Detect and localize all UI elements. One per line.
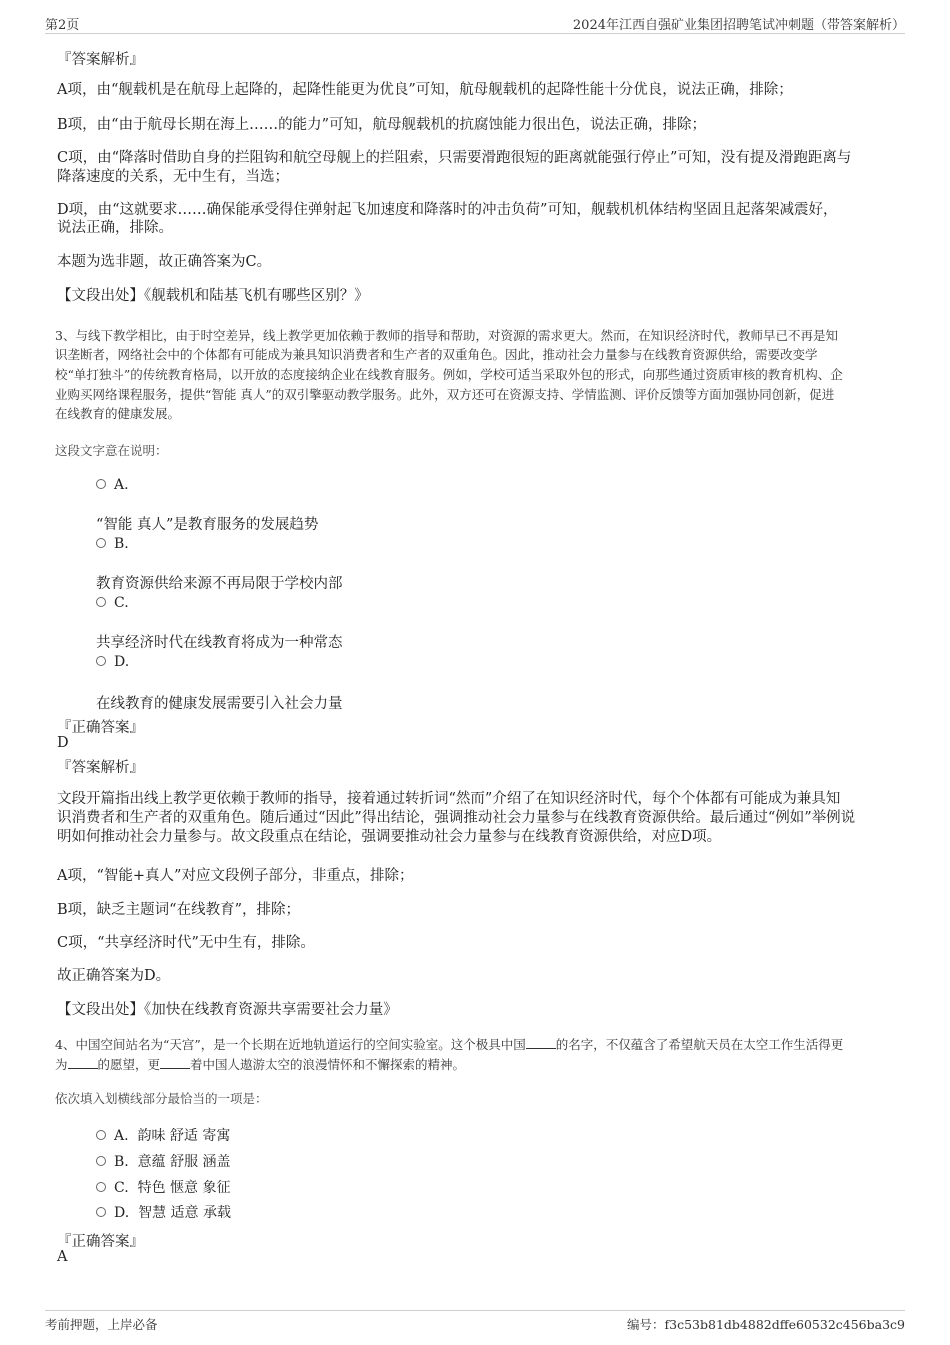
q3-analysis-c: C项，“共享经济时代”无中生有，排除。: [57, 935, 315, 951]
q2-analysis-b: B项，由“由于航母长期在海上……的能力”可知，航母舰载机的抗腐蚀能力很出色，说法正确，排除；: [57, 117, 706, 133]
q3-analysis-line1: 文段开篇指出线上教学更依赖于教师的指导，接着通过转折词“然而”介绍了在知识经济时代，每个个体都有可能成为兼具知: [57, 791, 841, 807]
q4-text-line1: 4、中国空间站名为“天宫”，是一个长期在近地轨道运行的空间实验室。这个极具中国 的名字，不仅蕴含了希望航天员在太空工作生活得更: [55, 1037, 844, 1052]
q3-option-a[interactable]: A.: [96, 477, 129, 493]
q4-option-d[interactable]: D. 智慧 适意 承载: [96, 1202, 231, 1222]
q2-analysis-c-line2: 降落速度的关系，无中生有，当选；: [57, 169, 289, 185]
q2-analysis-d-line2: 说法正确，排除。: [57, 220, 173, 236]
q4-stem: 依次填入划横线部分最恰当的一项是：: [55, 1091, 268, 1106]
q4-option-c[interactable]: C. 特色 惬意 象征: [96, 1177, 230, 1197]
fill-blank: [160, 1056, 190, 1069]
q2-conclusion: 本题为选非题，故正确答案为C。: [57, 254, 272, 270]
footer-slogan: 考前押题，上岸必备: [45, 1317, 158, 1332]
q3-text-line5: 在线教育的健康发展。: [55, 406, 181, 421]
q3-stem: 这段文字意在说明：: [55, 443, 168, 458]
header-divider: [45, 33, 905, 34]
q2-analysis-label: 『答案解析』: [57, 52, 144, 68]
radio-icon[interactable]: [96, 1130, 106, 1140]
q3-analysis-line3: 明如何推动社会力量参与。故文段重点在结论，强调要推动社会力量参与在线教育资源供给，对应D项。: [57, 829, 722, 845]
q2-source: 【文段出处】《舰载机和陆基飞机有哪些区别？》: [57, 288, 369, 304]
page-number: 第2页: [45, 18, 80, 33]
q3-text-line1: 3、与线下教学相比，由于时空差异，线上教学更加依赖于教师的指导和帮助，对资源的需求更大。然而，在知识经济时代，教师早已不再是知: [55, 328, 838, 343]
q3-analysis-a: A项，“智能+真人”对应文段例子部分，非重点，排除；: [57, 868, 414, 884]
q3-text-line4: 业购买网络课程服务，提供“智能 真人”的双引擎驱动教学服务。此外，双方还可在资源支持、学情监测、评价反馈等方面加强协同创新，促进: [55, 387, 835, 402]
q4-answer: A: [57, 1249, 68, 1265]
q3-option-c-text: 共享经济时代在线教育将成为一种常态: [96, 635, 343, 651]
q4-option-a[interactable]: A. 韵味 舒适 寄寓: [96, 1125, 230, 1145]
radio-icon[interactable]: [96, 538, 106, 548]
footer-divider: [45, 1310, 905, 1311]
q3-option-c[interactable]: C.: [96, 595, 129, 611]
radio-icon[interactable]: [96, 1156, 106, 1166]
q3-option-d[interactable]: D.: [96, 654, 129, 670]
q3-text-line2: 识垄断者，网络社会中的个体都有可能成为兼具知识消费者和生产者的双重角色。因此，推动社会力量参与在线教育资源供给，需要改变学: [55, 347, 818, 362]
q3-analysis-label: 『答案解析』: [57, 760, 144, 776]
radio-icon[interactable]: [96, 597, 106, 607]
q4-text-line2: 为 的愿望，更 着中国人遨游太空的浪漫情怀和不懈探索的精神。: [55, 1057, 466, 1072]
q3-option-a-text: “智能 真人”是教育服务的发展趋势: [96, 517, 319, 533]
fill-blank: [526, 1036, 556, 1049]
radio-icon[interactable]: [96, 479, 106, 489]
fill-blank: [68, 1056, 98, 1069]
q3-text-line3: 校“单打独斗”的传统教育格局，以开放的态度接纳企业在线教育服务。例如，学校可适当采取外包的形式，向那些通过资质审核的教育机构、企: [55, 367, 843, 382]
q3-source: 【文段出处】《加快在线教育资源共享需要社会力量》: [57, 1002, 398, 1018]
q3-option-b-text: 教育资源供给来源不再局限于学校内部: [96, 576, 343, 592]
q3-analysis-line2: 识消费者和生产者的双重角色。随后通过“因此”得出结论，强调推动社会力量参与在线教育资源供给。最后通过“例如”举例说: [57, 810, 856, 826]
q3-option-d-text: 在线教育的健康发展需要引入社会力量: [96, 696, 343, 712]
document-id: 编号：f3c53b81db4882dffe60532c456ba3c9: [627, 1317, 905, 1332]
q2-analysis-a: A项，由“舰载机是在航母上起降的，起降性能更为优良”可知，航母舰载机的起降性能十分优良，说法正确，排除；: [57, 82, 793, 98]
q4-option-b[interactable]: B. 意蕴 舒服 涵盖: [96, 1151, 231, 1171]
q2-analysis-c-line1: C项，由“降落时借助自身的拦阻钩和航空母舰上的拦阻索，只需要滑跑很短的距离就能强行停止”可知，没有提及滑跑距离与: [57, 150, 852, 166]
q4-answer-label: 『正确答案』: [57, 1234, 144, 1250]
q3-answer-label: 『正确答案』: [57, 720, 144, 736]
q3-analysis-b: B项，缺乏主题词“在线教育”，排除；: [57, 902, 300, 918]
radio-icon[interactable]: [96, 656, 106, 666]
q3-conclusion: 故正确答案为D。: [57, 968, 171, 984]
document-title: 2024年江西自强矿业集团招聘笔试冲刺题（带答案解析）: [572, 18, 905, 33]
q3-answer: D: [57, 735, 69, 751]
radio-icon[interactable]: [96, 1182, 106, 1192]
radio-icon[interactable]: [96, 1207, 106, 1217]
q2-analysis-d-line1: D项，由“这就要求……确保能承受得住弹射起飞加速度和降落时的冲击负荷”可知，舰载机机体结构坚固且起落架减震好，: [57, 202, 838, 218]
q3-option-b[interactable]: B.: [96, 536, 129, 552]
